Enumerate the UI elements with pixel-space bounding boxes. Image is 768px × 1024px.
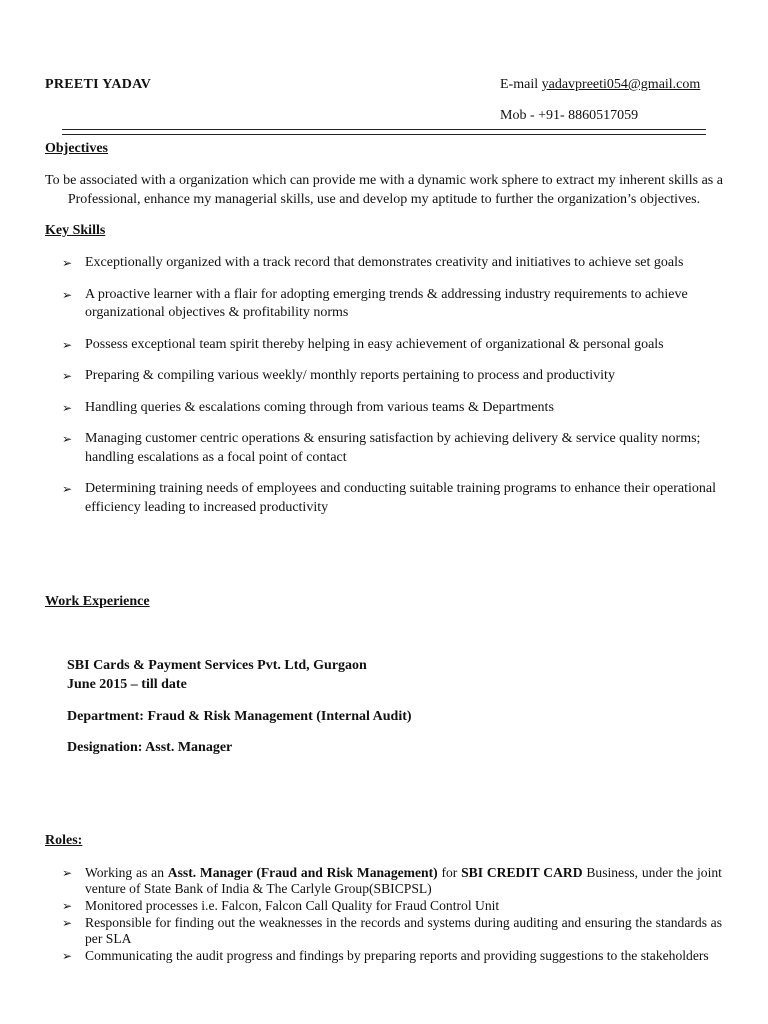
candidate-name: PREETI YADAV xyxy=(45,77,152,92)
roles-heading: Roles: xyxy=(45,833,83,848)
objectives-line-1: To be associated with a organization which can provide me with a dynamic work sphere to extract my inherent skills as a xyxy=(45,173,723,188)
department: Department: Fraud & Risk Management (Internal Audit) xyxy=(67,709,412,724)
arrow-bullet-icon: ➢ xyxy=(62,337,73,352)
designation: Designation: Asst. Manager xyxy=(67,740,233,755)
arrow-bullet-icon: ➢ xyxy=(62,899,73,913)
list-item: ➢ Determining training needs of employees and conducting suitable training programs to enhance their operational efficiency leading to increased productivity xyxy=(62,481,716,515)
roles-list xyxy=(62,865,722,965)
arrow-bullet-icon: ➢ xyxy=(62,949,73,963)
mobile-number: Mob - +91- 8860517059 xyxy=(500,108,639,123)
list-item: ➢ Possess exceptional team spirit thereby helping in easy achievement of organizational & personal goals xyxy=(62,336,727,355)
email-line xyxy=(500,77,700,93)
arrow-bullet-icon: ➢ xyxy=(62,369,73,383)
list-item: ➢ Responsible for finding out the weaknesses in the records and systems during auditing and ensuring the standards as per SLA xyxy=(62,915,722,946)
work-experience-heading: Work Experience xyxy=(45,594,150,609)
list-item: ➢ Preparing & compiling various weekly/ monthly reports pertaining to process and productivity xyxy=(62,367,727,386)
arrow-bullet-icon: ➢ xyxy=(62,287,73,302)
header-divider-top xyxy=(62,129,706,130)
list-item: ➢ Communicating the audit progress and findings by preparing reports and providing suggestions to the stakeholders xyxy=(62,948,709,963)
list-item: ➢ A proactive learner with a flair for adopting emerging trends & addressing industry requirements to achieve organizational objectives & profitability norms xyxy=(62,286,688,320)
company-name: SBI Cards & Payment Services Pvt. Ltd, Gurgaon xyxy=(67,658,367,673)
list-item: ➢ Working as an Asst. Manager (Fraud and Risk Management) for SBI CREDIT CARD Business, under the joint venture of State Bank of India & The Carlyle Group(SBICPSL) xyxy=(62,865,722,896)
arrow-bullet-icon: ➢ xyxy=(62,400,73,415)
objectives-heading: Objectives xyxy=(45,141,108,156)
email-link[interactable]: yadavpreeti054@gmail.com xyxy=(541,77,701,92)
arrow-bullet-icon: ➢ xyxy=(62,256,73,270)
arrow-bullet-icon: ➢ xyxy=(62,866,73,880)
arrow-bullet-icon: ➢ xyxy=(62,916,73,930)
email-label: E-mail xyxy=(500,77,542,92)
objectives-line-2: Professional, enhance my managerial skills, use and develop my aptitude to further the organization’s objectives. xyxy=(67,192,701,207)
objectives-text xyxy=(45,171,723,209)
arrow-bullet-icon: ➢ xyxy=(62,482,73,496)
employment-period: June 2015 – till date xyxy=(67,677,187,692)
arrow-bullet-icon: ➢ xyxy=(62,432,73,446)
header-divider-bottom xyxy=(62,134,706,135)
list-item: ➢ Handling queries & escalations coming through from various teams & Departments xyxy=(62,399,727,418)
list-item: ➢ Monitored processes i.e. Falcon, Falcon Call Quality for Fraud Control Unit xyxy=(62,898,500,913)
key-skills-heading: Key Skills xyxy=(45,223,106,238)
list-item: ➢ Managing customer centric operations & ensuring satisfaction by achieving delivery & service quality norms; handling escalations as a focal point of contact xyxy=(62,431,701,465)
key-skills-list xyxy=(62,254,727,530)
list-item: ➢ Exceptionally organized with a track record that demonstrates creativity and initiatives to achieve set goals xyxy=(62,254,727,273)
